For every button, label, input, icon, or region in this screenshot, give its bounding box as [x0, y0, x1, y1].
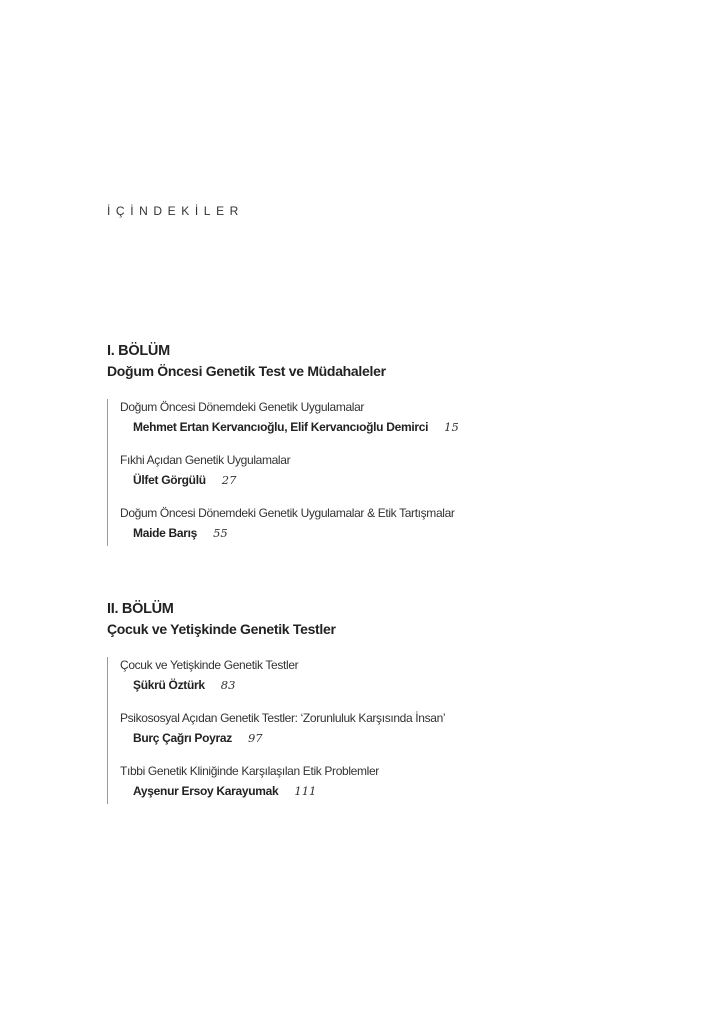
toc-heading: İÇİNDEKİLER — [107, 204, 244, 218]
part-title: Çocuk ve Yetişkinde Genetik Testler — [107, 621, 336, 637]
chapter-meta — [120, 469, 667, 491]
chapter-author: Mehmet Ertan Kervancıoğlu, Elif Kervancıoğlu Demirci — [133, 420, 429, 434]
chapter-page-number: 97 — [247, 731, 263, 745]
chapter-entry[interactable] — [120, 710, 667, 749]
chapter-entry[interactable] — [120, 399, 667, 438]
chapter-author: Ülfet Görgülü — [133, 473, 206, 487]
chapter-title: Tıbbi Genetik Kliniğinde Karşılaşılan Etik Problemler — [120, 764, 379, 778]
chapter-title: Psikososyal Açıdan Genetik Testler: ‘Zorunluluk Karşısında İnsan’ — [120, 711, 446, 725]
chapter-author: Ayşenur Ersoy Karayumak — [133, 784, 279, 798]
chapter-page-number: 15 — [444, 420, 459, 434]
part-label: I. BÖLÜM — [107, 343, 170, 359]
chapter-title: Çocuk ve Yetişkinde Genetik Testler — [120, 658, 299, 672]
chapter-meta — [120, 727, 667, 749]
chapter-list — [107, 399, 667, 546]
chapter-meta — [120, 416, 667, 438]
chapter-author: Şükrü Öztürk — [133, 678, 205, 692]
chapter-page-number: 111 — [294, 784, 317, 798]
chapter-page-number: 83 — [220, 678, 236, 692]
part-section — [107, 341, 667, 546]
chapter-author: Burç Çağrı Poyraz — [133, 731, 232, 745]
chapter-list — [107, 657, 667, 804]
chapter-page-number: 27 — [221, 473, 237, 487]
chapter-title: Doğum Öncesi Dönemdeki Genetik Uygulamalar — [120, 400, 365, 414]
chapter-entry[interactable] — [120, 452, 667, 491]
chapter-meta — [120, 780, 667, 802]
chapter-entry[interactable] — [120, 505, 667, 544]
part-label: II. BÖLÜM — [107, 601, 174, 617]
chapter-title: Fıkhi Açıdan Genetik Uygulamalar — [120, 453, 291, 467]
chapter-author: Maide Barış — [133, 526, 198, 540]
chapter-entry[interactable] — [120, 763, 667, 802]
chapter-title: Doğum Öncesi Dönemdeki Genetik Uygulamalar & Etik Tartışmalar — [120, 506, 455, 520]
chapter-meta — [120, 674, 667, 696]
part-title: Doğum Öncesi Genetik Test ve Müdahaleler — [107, 363, 386, 379]
part-section — [107, 599, 667, 804]
chapter-meta — [120, 522, 667, 544]
chapter-entry[interactable] — [120, 657, 667, 696]
chapter-page-number: 55 — [213, 526, 228, 540]
